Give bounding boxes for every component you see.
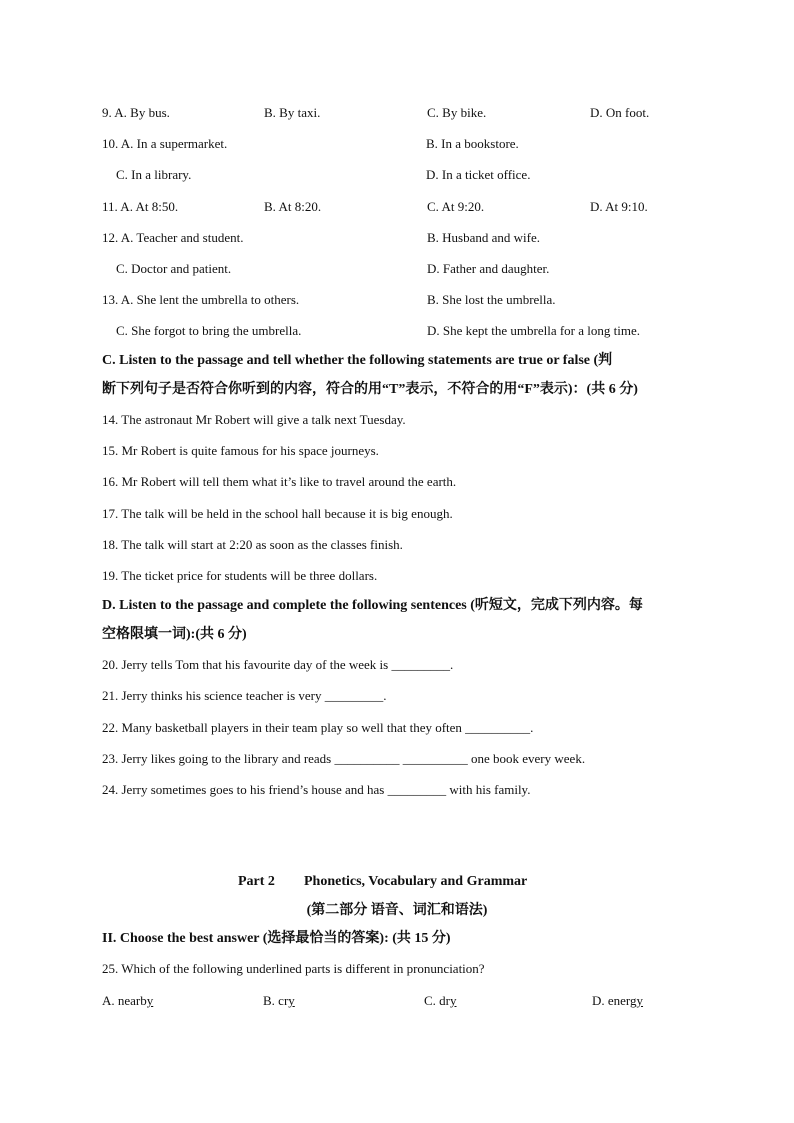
part2-label: Part 2 <box>238 874 275 889</box>
tf-item-14: 14. The astronaut Mr Robert will give a talk next Tuesday. <box>102 412 406 427</box>
tf-item-18: 18. The talk will start at 2:20 as soon as the classes finish. <box>102 537 403 552</box>
q9-option-c: C. By bike. <box>427 105 487 120</box>
q12-option-b: B. Husband and wife. <box>427 230 541 245</box>
q25-option-c-underlined: y <box>450 993 457 1008</box>
q25-option-c <box>424 993 457 1009</box>
q25-option-a-underlined: y <box>146 993 154 1008</box>
section-ii-heading: II. Choose the best answer (选择最恰当的答案): (共 15 分) <box>102 931 451 946</box>
q9-option-b: B. By taxi. <box>264 105 321 120</box>
q12-option-c: C. Doctor and patient. <box>116 261 232 276</box>
section-d-heading-line2: 空格限填一词):(共 6 分) <box>102 627 247 642</box>
tf-item-17: 17. The talk will be held in the school hall because it is big enough. <box>102 506 453 521</box>
tf-item-19: 19. The ticket price for students will be three dollars. <box>102 568 378 583</box>
q25-option-b <box>263 993 295 1009</box>
q9-option-d: D. On foot. <box>590 105 650 120</box>
q11-option-a: 11. A. At 8:50. <box>102 199 179 214</box>
section-c-heading-line1: C. Listen to the passage and tell whether the following statements are true or false (判 <box>102 353 613 368</box>
section-d-heading-line1: D. Listen to the passage and complete the following sentences (听短文，完成下列内容。每 <box>102 598 643 613</box>
q10-option-a: 10. A. In a supermarket. <box>102 136 228 151</box>
q13-option-b: B. She lost the umbrella. <box>427 292 556 307</box>
q11-option-b: B. At 8:20. <box>264 199 322 214</box>
q13-option-c: C. She forgot to bring the umbrella. <box>116 323 302 338</box>
part2-title: Phonetics, Vocabulary and Grammar <box>304 874 528 889</box>
fill-item-23: 23. Jerry likes going to the library and reads __________ __________ one book every week. <box>102 751 586 766</box>
tf-item-16: 16. Mr Robert will tell them what it’s like to travel around the earth. <box>102 474 457 489</box>
q25-option-b-text: B. cr <box>263 993 289 1008</box>
q10-option-d: D. In a ticket office. <box>426 167 531 182</box>
q13-option-d: D. She kept the umbrella for a long time. <box>427 323 641 338</box>
q25-option-a <box>102 993 153 1009</box>
part2-subtitle: (第二部分 语音、词汇和语法) <box>306 903 488 918</box>
q25-option-d-underlined: y <box>636 993 644 1008</box>
q12-option-a: 12. A. Teacher and student. <box>102 230 244 245</box>
q25-option-a-text: A. nearb <box>102 993 147 1008</box>
section-c-heading-line2: 断下列句子是否符合你听到的内容，符合的用“T”表示，不符合的用“F”表示)：(共 6 分) <box>102 382 638 397</box>
q25-option-b-underlined: y <box>288 993 295 1008</box>
q25-option-d <box>592 993 643 1009</box>
q10-option-c: C. In a library. <box>116 167 192 182</box>
fill-item-21: 21. Jerry thinks his science teacher is very _________. <box>102 688 387 703</box>
q11-option-c: C. At 9:20. <box>427 199 485 214</box>
q13-option-a: 13. A. She lent the umbrella to others. <box>102 292 300 307</box>
q25-stem: 25. Which of the following underlined parts is different in pronunciation? <box>102 961 485 976</box>
tf-item-15: 15. Mr Robert is quite famous for his space journeys. <box>102 443 379 458</box>
q12-option-d: D. Father and daughter. <box>427 261 550 276</box>
q25-option-d-text: D. energ <box>592 993 637 1008</box>
q25-option-c-text: C. dr <box>424 993 450 1008</box>
fill-item-22: 22. Many basketball players in their team play so well that they often __________. <box>102 720 534 735</box>
q9-option-a: 9. A. By bus. <box>102 105 170 120</box>
q11-option-d: D. At 9:10. <box>590 199 648 214</box>
fill-item-24: 24. Jerry sometimes goes to his friend’s house and has _________ with his family. <box>102 782 531 797</box>
fill-item-20: 20. Jerry tells Tom that his favourite day of the week is _________. <box>102 657 454 672</box>
q10-option-b: B. In a bookstore. <box>426 136 519 151</box>
